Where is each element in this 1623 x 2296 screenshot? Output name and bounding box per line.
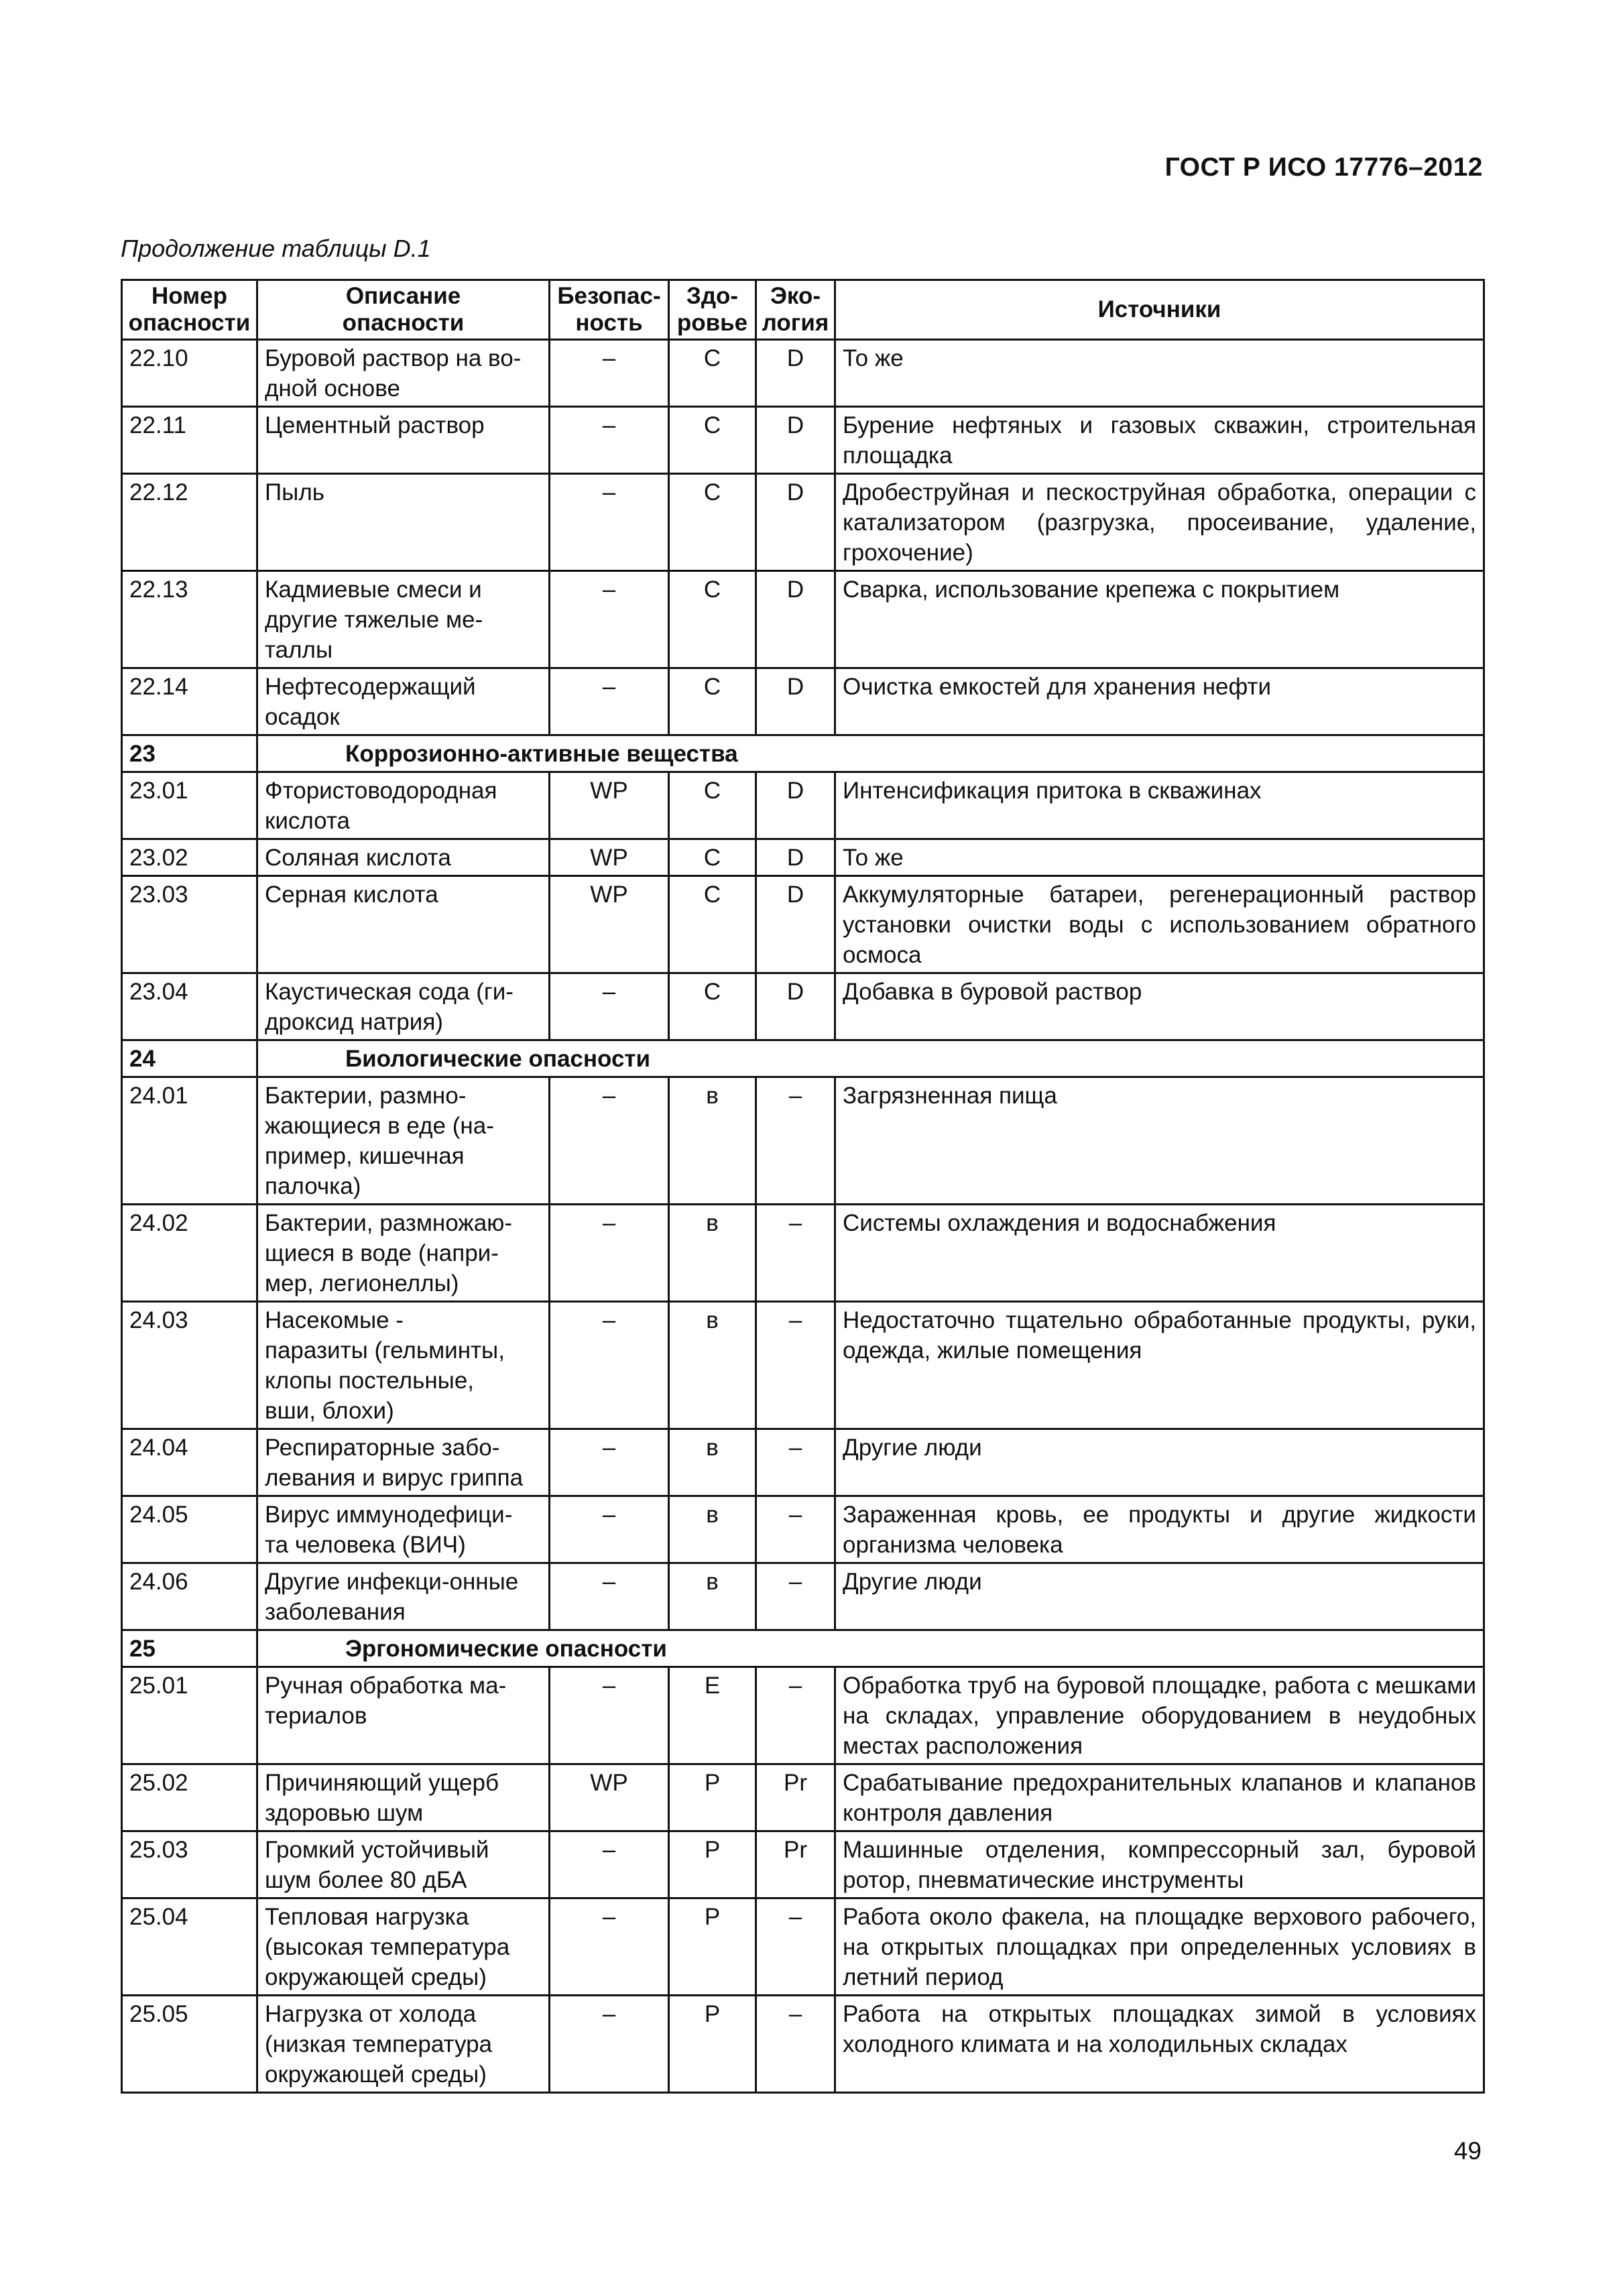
sources-cell: Другие люди	[835, 1429, 1484, 1496]
sources-cell: Системы охлаждения и водоснабжения	[835, 1205, 1484, 1302]
table-row	[122, 876, 1484, 973]
ecology-cell: D	[756, 571, 835, 668]
sources-cell: Срабатывание предохранительных клапанов и клапанов контроля давления	[835, 1764, 1484, 1831]
hazard-description: Нефтесодержащий осадок	[257, 668, 550, 735]
health-cell: в	[669, 1429, 756, 1496]
safety-cell: –	[550, 1831, 669, 1898]
safety-cell: –	[550, 1429, 669, 1496]
hazard-code: 22.14	[122, 668, 257, 735]
ecology-cell: –	[756, 1077, 835, 1205]
sources-cell: То же	[835, 340, 1484, 407]
hazard-code: 25.03	[122, 1831, 257, 1898]
hazard-table	[121, 279, 1485, 2094]
sources-cell: Аккумуляторные батареи, регенерационный раствор установки очистки воды с использованием обратного осмоса	[835, 876, 1484, 973]
hazard-code: 25.04	[122, 1898, 257, 1996]
health-cell: P	[669, 1996, 756, 2093]
health-cell: в	[669, 1563, 756, 1630]
safety-cell: WP	[550, 772, 669, 839]
table-body	[122, 340, 1484, 2093]
table-row	[122, 1667, 1484, 1764]
group-row	[122, 735, 1484, 772]
hazard-code: 23.02	[122, 839, 257, 876]
safety-cell: –	[550, 571, 669, 668]
hazard-code: 24.03	[122, 1302, 257, 1429]
col-header-sources: Источники	[835, 280, 1484, 340]
group-row	[122, 1630, 1484, 1667]
hazard-description: Респираторные забо- левания и вирус гриппа	[257, 1429, 550, 1496]
table-row	[122, 668, 1484, 735]
health-cell: в	[669, 1496, 756, 1563]
ecology-cell: Pr	[756, 1831, 835, 1898]
ecology-cell: D	[756, 407, 835, 474]
hazard-code: 22.13	[122, 571, 257, 668]
ecology-cell: D	[756, 340, 835, 407]
sources-cell: Работа на открытых площадках зимой в условиях холодного климата и на холодильных складах	[835, 1996, 1484, 2093]
safety-cell: WP	[550, 876, 669, 973]
sources-cell: Дробеструйная и пескоструйная обработка, операции с катализатором (разгрузка, просеивание, удаление, грохочение)	[835, 474, 1484, 571]
col-header-safety: Безопас- ность	[550, 280, 669, 340]
ecology-cell: D	[756, 876, 835, 973]
hazard-code: 23.01	[122, 772, 257, 839]
sources-cell: Недостаточно тщательно обработанные продукты, руки, одежда, жилые помещения	[835, 1302, 1484, 1429]
ecology-cell: D	[756, 772, 835, 839]
ecology-cell: –	[756, 1205, 835, 1302]
hazard-description: Нагрузка от холода (низкая температура окружающей среды)	[257, 1996, 550, 2093]
sources-cell: Машинные отделения, компрессорный зал, буровой ротор, пневматические инструменты	[835, 1831, 1484, 1898]
ecology-cell: –	[756, 1667, 835, 1764]
safety-cell: –	[550, 407, 669, 474]
hazard-description: Бактерии, размножаю- щиеся в воде (напри- мер, легионеллы)	[257, 1205, 550, 1302]
health-cell: P	[669, 1764, 756, 1831]
safety-cell: –	[550, 1563, 669, 1630]
health-cell: C	[669, 474, 756, 571]
hazard-code: 24.02	[122, 1205, 257, 1302]
health-cell: в	[669, 1205, 756, 1302]
table-row	[122, 340, 1484, 407]
ecology-cell: D	[756, 474, 835, 571]
safety-cell: –	[550, 1496, 669, 1563]
safety-cell: –	[550, 668, 669, 735]
hazard-code: 25.05	[122, 1996, 257, 2093]
hazard-code: 24.01	[122, 1077, 257, 1205]
col-header-number: Номер опасности	[122, 280, 257, 340]
hazard-description: Бактерии, размно- жающиеся в еде (на- пример, кишечная палочка)	[257, 1077, 550, 1205]
hazard-code: 24.06	[122, 1563, 257, 1630]
table-row	[122, 1563, 1484, 1630]
table-row	[122, 1898, 1484, 1996]
sources-cell: Сварка, использование крепежа с покрытием	[835, 571, 1484, 668]
sources-cell: Бурение нефтяных и газовых скважин, строительная площадка	[835, 407, 1484, 474]
ecology-cell: D	[756, 973, 835, 1040]
sources-cell: Обработка труб на буровой площадке, работа с мешками на складах, управление оборудованием в неудобных местах расположения	[835, 1667, 1484, 1764]
health-cell: C	[669, 407, 756, 474]
hazard-code: 24.04	[122, 1429, 257, 1496]
health-cell: C	[669, 668, 756, 735]
health-cell: C	[669, 340, 756, 407]
sources-cell: Работа около факела, на площадке верхового рабочего, на открытых площадках при определенных условиях в летний период	[835, 1898, 1484, 1996]
safety-cell: –	[550, 340, 669, 407]
hazard-description: Цементный раствор	[257, 407, 550, 474]
health-cell: P	[669, 1831, 756, 1898]
group-code: 23	[122, 735, 257, 772]
ecology-cell: Pr	[756, 1764, 835, 1831]
table-row	[122, 1996, 1484, 2093]
hazard-code: 25.02	[122, 1764, 257, 1831]
table-row	[122, 1205, 1484, 1302]
sources-cell: Интенсификация притока в скважинах	[835, 772, 1484, 839]
table-row	[122, 1077, 1484, 1205]
table-row	[122, 571, 1484, 668]
hazard-code: 22.12	[122, 474, 257, 571]
hazard-description: Буровой раствор на во- дной основе	[257, 340, 550, 407]
health-cell: E	[669, 1667, 756, 1764]
col-header-health: Здо- ровье	[669, 280, 756, 340]
sources-cell: Зараженная кровь, ее продукты и другие жидкости организма человека	[835, 1496, 1484, 1563]
hazard-code: 23.03	[122, 876, 257, 973]
hazard-description: Соляная кислота	[257, 839, 550, 876]
hazard-description: Пыль	[257, 474, 550, 571]
ecology-cell: –	[756, 1429, 835, 1496]
safety-cell: –	[550, 1667, 669, 1764]
safety-cell: –	[550, 973, 669, 1040]
table-row	[122, 1429, 1484, 1496]
sources-cell: Загрязненная пища	[835, 1077, 1484, 1205]
ecology-cell: –	[756, 1496, 835, 1563]
table-row	[122, 474, 1484, 571]
hazard-description: Каустическая сода (ги- дроксид натрия)	[257, 973, 550, 1040]
health-cell: в	[669, 1302, 756, 1429]
table-row	[122, 772, 1484, 839]
hazard-code: 25.01	[122, 1667, 257, 1764]
ecology-cell: –	[756, 1898, 835, 1996]
hazard-description: Насекомые - паразиты (гельминты, клопы постельные, вши, блохи)	[257, 1302, 550, 1429]
safety-cell: –	[550, 1077, 669, 1205]
table-row	[122, 1831, 1484, 1898]
safety-cell: –	[550, 1996, 669, 2093]
safety-cell: –	[550, 1898, 669, 1996]
table-row	[122, 1496, 1484, 1563]
hazard-description: Серная кислота	[257, 876, 550, 973]
hazard-description: Фтористоводородная кислота	[257, 772, 550, 839]
sources-cell: То же	[835, 839, 1484, 876]
ecology-cell: –	[756, 1302, 835, 1429]
health-cell: C	[669, 772, 756, 839]
hazard-code: 23.04	[122, 973, 257, 1040]
hazard-description: Другие инфекци-онные заболевания	[257, 1563, 550, 1630]
ecology-cell: –	[756, 1996, 835, 2093]
hazard-code: 24.05	[122, 1496, 257, 1563]
group-title: Коррозионно-активные вещества	[257, 735, 1484, 772]
table-row	[122, 973, 1484, 1040]
page-number: 49	[1453, 2137, 1482, 2165]
group-title: Эргономические опасности	[257, 1630, 1484, 1667]
hazard-description: Кадмиевые смеси и другие тяжелые ме- таллы	[257, 571, 550, 668]
safety-cell: –	[550, 474, 669, 571]
sources-cell: Другие люди	[835, 1563, 1484, 1630]
table-row	[122, 1302, 1484, 1429]
group-code: 24	[122, 1040, 257, 1077]
hazard-description: Причиняющий ущерб здоровью шум	[257, 1764, 550, 1831]
sources-cell: Добавка в буровой раствор	[835, 973, 1484, 1040]
table-header-row	[122, 280, 1484, 340]
hazard-code: 22.10	[122, 340, 257, 407]
table-row	[122, 839, 1484, 876]
ecology-cell: –	[756, 1563, 835, 1630]
health-cell: в	[669, 1077, 756, 1205]
ecology-cell: D	[756, 839, 835, 876]
safety-cell: WP	[550, 1764, 669, 1831]
hazard-description: Тепловая нагрузка (высокая температура окружающей среды)	[257, 1898, 550, 1996]
health-cell: C	[669, 876, 756, 973]
hazard-description: Вирус иммунодефици- та человека (ВИЧ)	[257, 1496, 550, 1563]
health-cell: P	[669, 1898, 756, 1996]
table-caption: Продолжение таблицы D.1	[121, 235, 431, 262]
hazard-description: Громкий устойчивый шум более 80 дБА	[257, 1831, 550, 1898]
health-cell: C	[669, 973, 756, 1040]
ecology-cell: D	[756, 668, 835, 735]
sources-cell: Очистка емкостей для хранения нефти	[835, 668, 1484, 735]
health-cell: C	[669, 571, 756, 668]
hazard-code: 22.11	[122, 407, 257, 474]
table-row	[122, 407, 1484, 474]
table-row	[122, 1764, 1484, 1831]
hazard-description: Ручная обработка ма- териалов	[257, 1667, 550, 1764]
health-cell: C	[669, 839, 756, 876]
document-header: ГОСТ Р ИСО 17776–2012	[1164, 153, 1483, 182]
safety-cell: –	[550, 1205, 669, 1302]
col-header-description: Описание опасности	[257, 280, 550, 340]
group-row	[122, 1040, 1484, 1077]
col-header-ecology: Эко- логия	[756, 280, 835, 340]
group-title: Биологические опасности	[257, 1040, 1484, 1077]
safety-cell: WP	[550, 839, 669, 876]
group-code: 25	[122, 1630, 257, 1667]
safety-cell: –	[550, 1302, 669, 1429]
